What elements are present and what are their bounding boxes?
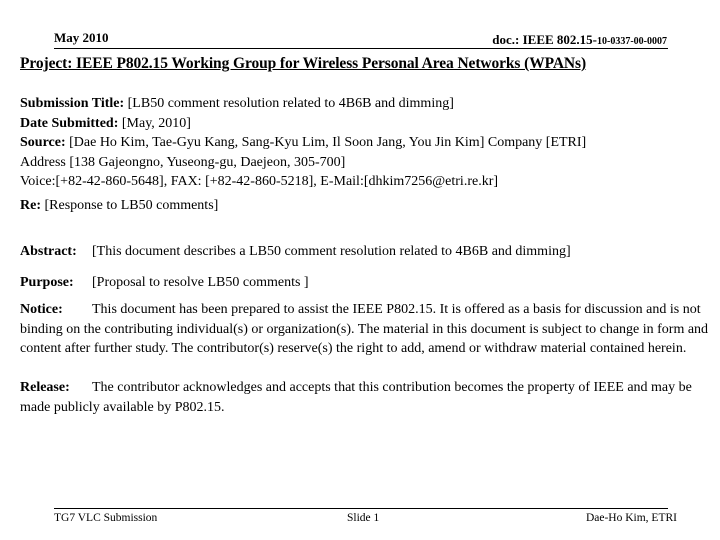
notice-label: Notice: [20,302,63,317]
date-submitted-label: Date Submitted: [20,115,119,131]
header-rule [54,48,668,49]
footer-right: Dae-Ho Kim, ETRI [585,512,677,524]
date-submitted-value: [May, 2010] [121,115,191,131]
purpose-label: Purpose: [20,275,74,290]
submission-title-value: [LB50 comment resolution related to 4B6B and dimming] [127,96,454,111]
submission-title-line [20,94,715,114]
submission-title-label: Submission Title: [20,96,125,111]
purpose-value: [Proposal to resolve LB50 comments ] [92,275,309,290]
source-line [20,133,715,153]
doc-prefix: doc.: IEEE 802.15- [492,32,597,47]
footer-slide-number: Slide 1 [347,512,380,524]
purpose-line [20,273,715,293]
release-value: The contributor acknowledges and accepts that this contribution becomes the property of IEEE and may be made publicly available by P802.15. [20,380,692,415]
abstract-line [20,242,715,262]
abstract-value: [This document describes a LB50 comment resolution related to 4B6B and dimming] [92,244,571,259]
footer-left: TG7 VLC Submission [54,512,158,524]
re-value: [Response to LB50 comments] [44,198,219,213]
header-doc-id [492,32,667,48]
notice-value: This document has been prepared to assist the IEEE P802.15. It is offered as a basis for discussion and is not binding on the contributing individual(s) or organization(s). The material in this document is subject to change in form and content after further study. The contributor(s) reserve(s) the right to add, amend or withdraw material contained herein. [20,302,709,356]
doc-number: 10-0337-00-0007 [597,36,667,47]
abstract-label: Abstract: [20,244,77,259]
release-paragraph [20,378,715,417]
address-line: Address [138 Gajeongno, Yuseong-gu, Daejeon, 305-700] [20,154,346,170]
footer-rule [54,508,668,509]
voice-line: Voice:[+82-42-860-5648], FAX: [+82-42-860-5218], E-Mail:[dhkim7256@etri.re.kr] [20,174,499,189]
source-value: [Dae Ho Kim, Tae-Gyu Kang, Sang-Kyu Lim, Il Soon Jang, You Jin Kim] Company [ETRI] [69,135,587,150]
re-line [20,196,715,216]
header-date: May 2010 [54,30,109,45]
date-submitted-line [20,114,715,134]
project-title: Project: IEEE P802.15 Working Group for Wireless Personal Area Networks (WPANs) [20,55,587,72]
notice-paragraph [20,300,715,359]
re-label: Re: [20,198,41,213]
release-label: Release: [20,380,70,395]
source-label: Source: [20,135,66,150]
submission-info [20,94,715,192]
